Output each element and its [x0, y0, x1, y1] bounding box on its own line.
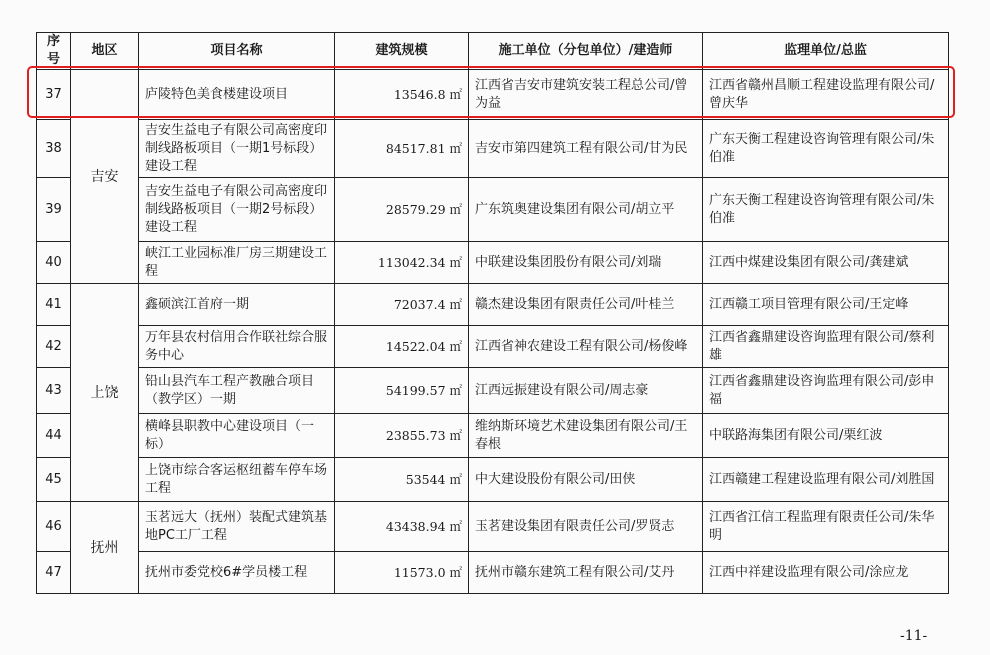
row-number: 43 — [37, 368, 71, 414]
project-table — [36, 32, 949, 594]
building-scale: 14522.04 ㎡ — [335, 326, 469, 368]
supervisor: 江西赣工项目管理有限公司/王定峰 — [703, 284, 949, 326]
supervisor: 江西省鑫鼎建设咨询监理有限公司/彭申福 — [703, 368, 949, 414]
table-row — [37, 414, 949, 458]
constructor: 维纳斯环境艺术建设集团有限公司/王春根 — [469, 414, 703, 458]
region-cell: 上饶 — [71, 284, 139, 502]
table-row — [37, 284, 949, 326]
table-row — [37, 242, 949, 284]
row-number: 46 — [37, 502, 71, 552]
building-scale: 53544 ㎡ — [335, 458, 469, 502]
table-row — [37, 458, 949, 502]
page-number: -11- — [900, 628, 928, 644]
supervisor: 广东天衡工程建设咨询管理有限公司/朱伯准 — [703, 178, 949, 242]
supervisor: 江西省鑫鼎建设咨询监理有限公司/蔡利雄 — [703, 326, 949, 368]
supervisor: 江西赣建工程建设监理有限公司/刘胜国 — [703, 458, 949, 502]
row-number: 38 — [37, 120, 71, 178]
row-number: 42 — [37, 326, 71, 368]
constructor: 江西省吉安市建筑安装工程总公司/曾为益 — [469, 70, 703, 120]
row-number: 44 — [37, 414, 71, 458]
row-number: 37 — [37, 70, 71, 120]
row-number: 45 — [37, 458, 71, 502]
building-scale: 84517.81 ㎡ — [335, 120, 469, 178]
table-row — [37, 502, 949, 552]
project-name: 上饶市综合客运枢纽蓄车停车场工程 — [139, 458, 335, 502]
building-scale: 54199.57 ㎡ — [335, 368, 469, 414]
row-number: 39 — [37, 178, 71, 242]
building-scale: 23855.73 ㎡ — [335, 414, 469, 458]
supervisor: 江西中煤建设集团有限公司/龚建斌 — [703, 242, 949, 284]
constructor: 江西省神农建设工程有限公司/杨俊峰 — [469, 326, 703, 368]
project-name: 庐陵特色美食楼建设项目 — [139, 70, 335, 120]
constructor: 吉安市第四建筑工程有限公司/甘为民 — [469, 120, 703, 178]
table-row — [37, 368, 949, 414]
row-number: 47 — [37, 552, 71, 594]
project-name: 万年县农村信用合作联社综合服务中心 — [139, 326, 335, 368]
project-name: 抚州市委党校6#学员楼工程 — [139, 552, 335, 594]
header-supervisor: 监理单位/总监 — [703, 33, 949, 70]
project-name: 横峰县职教中心建设项目（一标） — [139, 414, 335, 458]
table-row — [37, 120, 949, 178]
table-row — [37, 178, 949, 242]
constructor: 江西远振建设有限公司/周志豪 — [469, 368, 703, 414]
building-scale: 28579.29 ㎡ — [335, 178, 469, 242]
table-row — [37, 552, 949, 594]
header-constructor: 施工单位（分包单位）/建造师 — [469, 33, 703, 70]
project-name: 吉安生益电子有限公司高密度印制线路板项目（一期1号标段）建设工程 — [139, 120, 335, 178]
region-cell: 抚州 — [71, 502, 139, 594]
constructor: 中大建设股份有限公司/田侠 — [469, 458, 703, 502]
table-row — [37, 326, 949, 368]
project-name: 玉茗远大（抚州）装配式建筑基地PC工厂工程 — [139, 502, 335, 552]
constructor: 广东筑奥建设集团有限公司/胡立平 — [469, 178, 703, 242]
constructor: 赣杰建设集团有限责任公司/叶桂兰 — [469, 284, 703, 326]
building-scale: 43438.94 ㎡ — [335, 502, 469, 552]
project-name: 峡江工业园标准厂房三期建设工程 — [139, 242, 335, 284]
project-name: 铅山县汽车工程产教融合项目（教学区）一期 — [139, 368, 335, 414]
supervisor: 江西省江信工程监理有限责任公司/朱华明 — [703, 502, 949, 552]
row-number: 40 — [37, 242, 71, 284]
building-scale: 113042.34 ㎡ — [335, 242, 469, 284]
building-scale: 11573.0 ㎡ — [335, 552, 469, 594]
header-row — [37, 33, 949, 70]
constructor: 抚州市赣东建筑工程有限公司/艾丹 — [469, 552, 703, 594]
project-name: 吉安生益电子有限公司高密度印制线路板项目（一期2号标段）建设工程 — [139, 178, 335, 242]
header-project: 项目名称 — [139, 33, 335, 70]
building-scale: 72037.4 ㎡ — [335, 284, 469, 326]
supervisor: 中联路海集团有限公司/栗红波 — [703, 414, 949, 458]
constructor: 中联建设集团股份有限公司/刘瑞 — [469, 242, 703, 284]
building-scale: 13546.8 ㎡ — [335, 70, 469, 120]
header-scale: 建筑规模 — [335, 33, 469, 70]
row-number: 41 — [37, 284, 71, 326]
table-row — [37, 70, 949, 120]
header-region: 地区 — [71, 33, 139, 70]
supervisor: 广东天衡工程建设咨询管理有限公司/朱伯准 — [703, 120, 949, 178]
header-no: 序号 — [37, 33, 71, 70]
region-cell: 吉安 — [71, 70, 139, 284]
constructor: 玉茗建设集团有限责任公司/罗贤志 — [469, 502, 703, 552]
supervisor: 江西省赣州昌顺工程建设监理有限公司/曾庆华 — [703, 70, 949, 120]
supervisor: 江西中祥建设监理有限公司/涂应龙 — [703, 552, 949, 594]
project-name: 鑫硕滨江首府一期 — [139, 284, 335, 326]
